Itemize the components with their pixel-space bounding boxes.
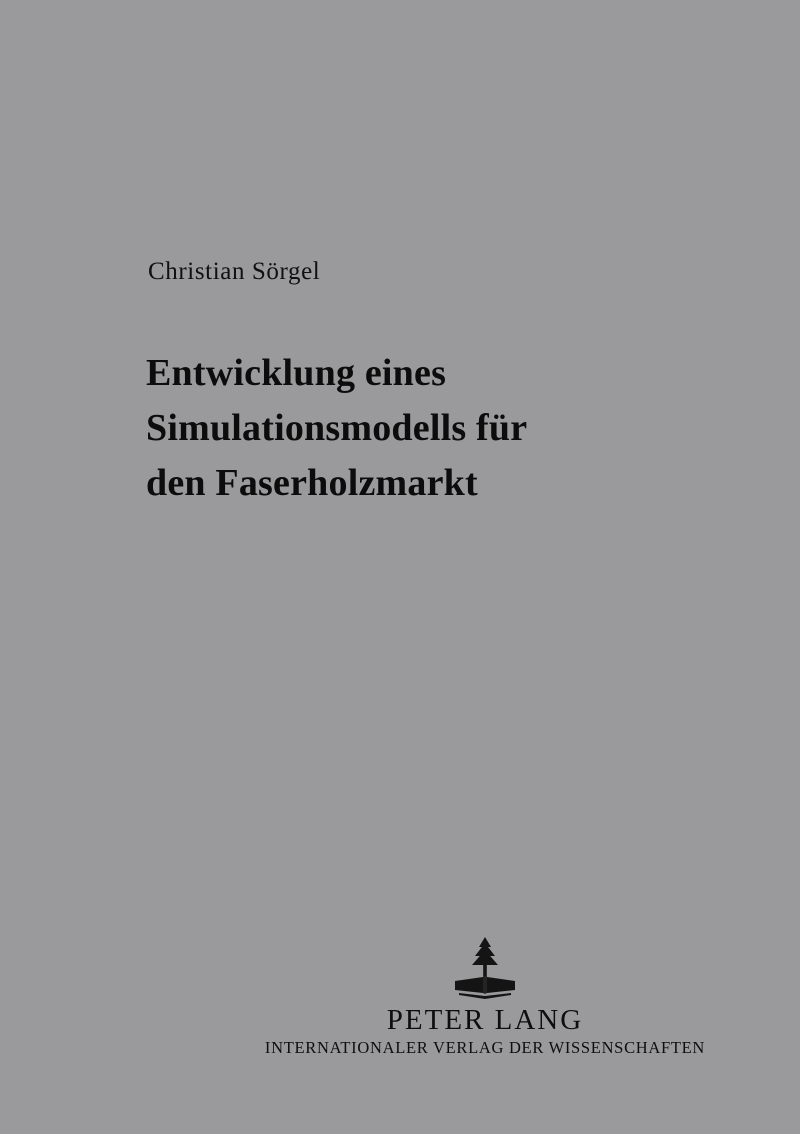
book-title xyxy=(146,346,666,511)
book-title-line-2: Simulationsmodells für xyxy=(146,407,528,450)
publisher-name: PETER LANG xyxy=(386,1004,584,1036)
author-name: Christian Sörgel xyxy=(148,258,321,285)
book-title-line-1: Entwicklung eines xyxy=(146,352,447,394)
book-title-line-3: den Faserholzmarkt xyxy=(146,462,478,505)
peter-lang-tree-book-logo-icon xyxy=(449,935,521,1003)
publisher-block xyxy=(250,935,720,1058)
publisher-subtitle: INTERNATIONALER VERLAG DER WISSENSCHAFTEN xyxy=(264,1038,706,1058)
